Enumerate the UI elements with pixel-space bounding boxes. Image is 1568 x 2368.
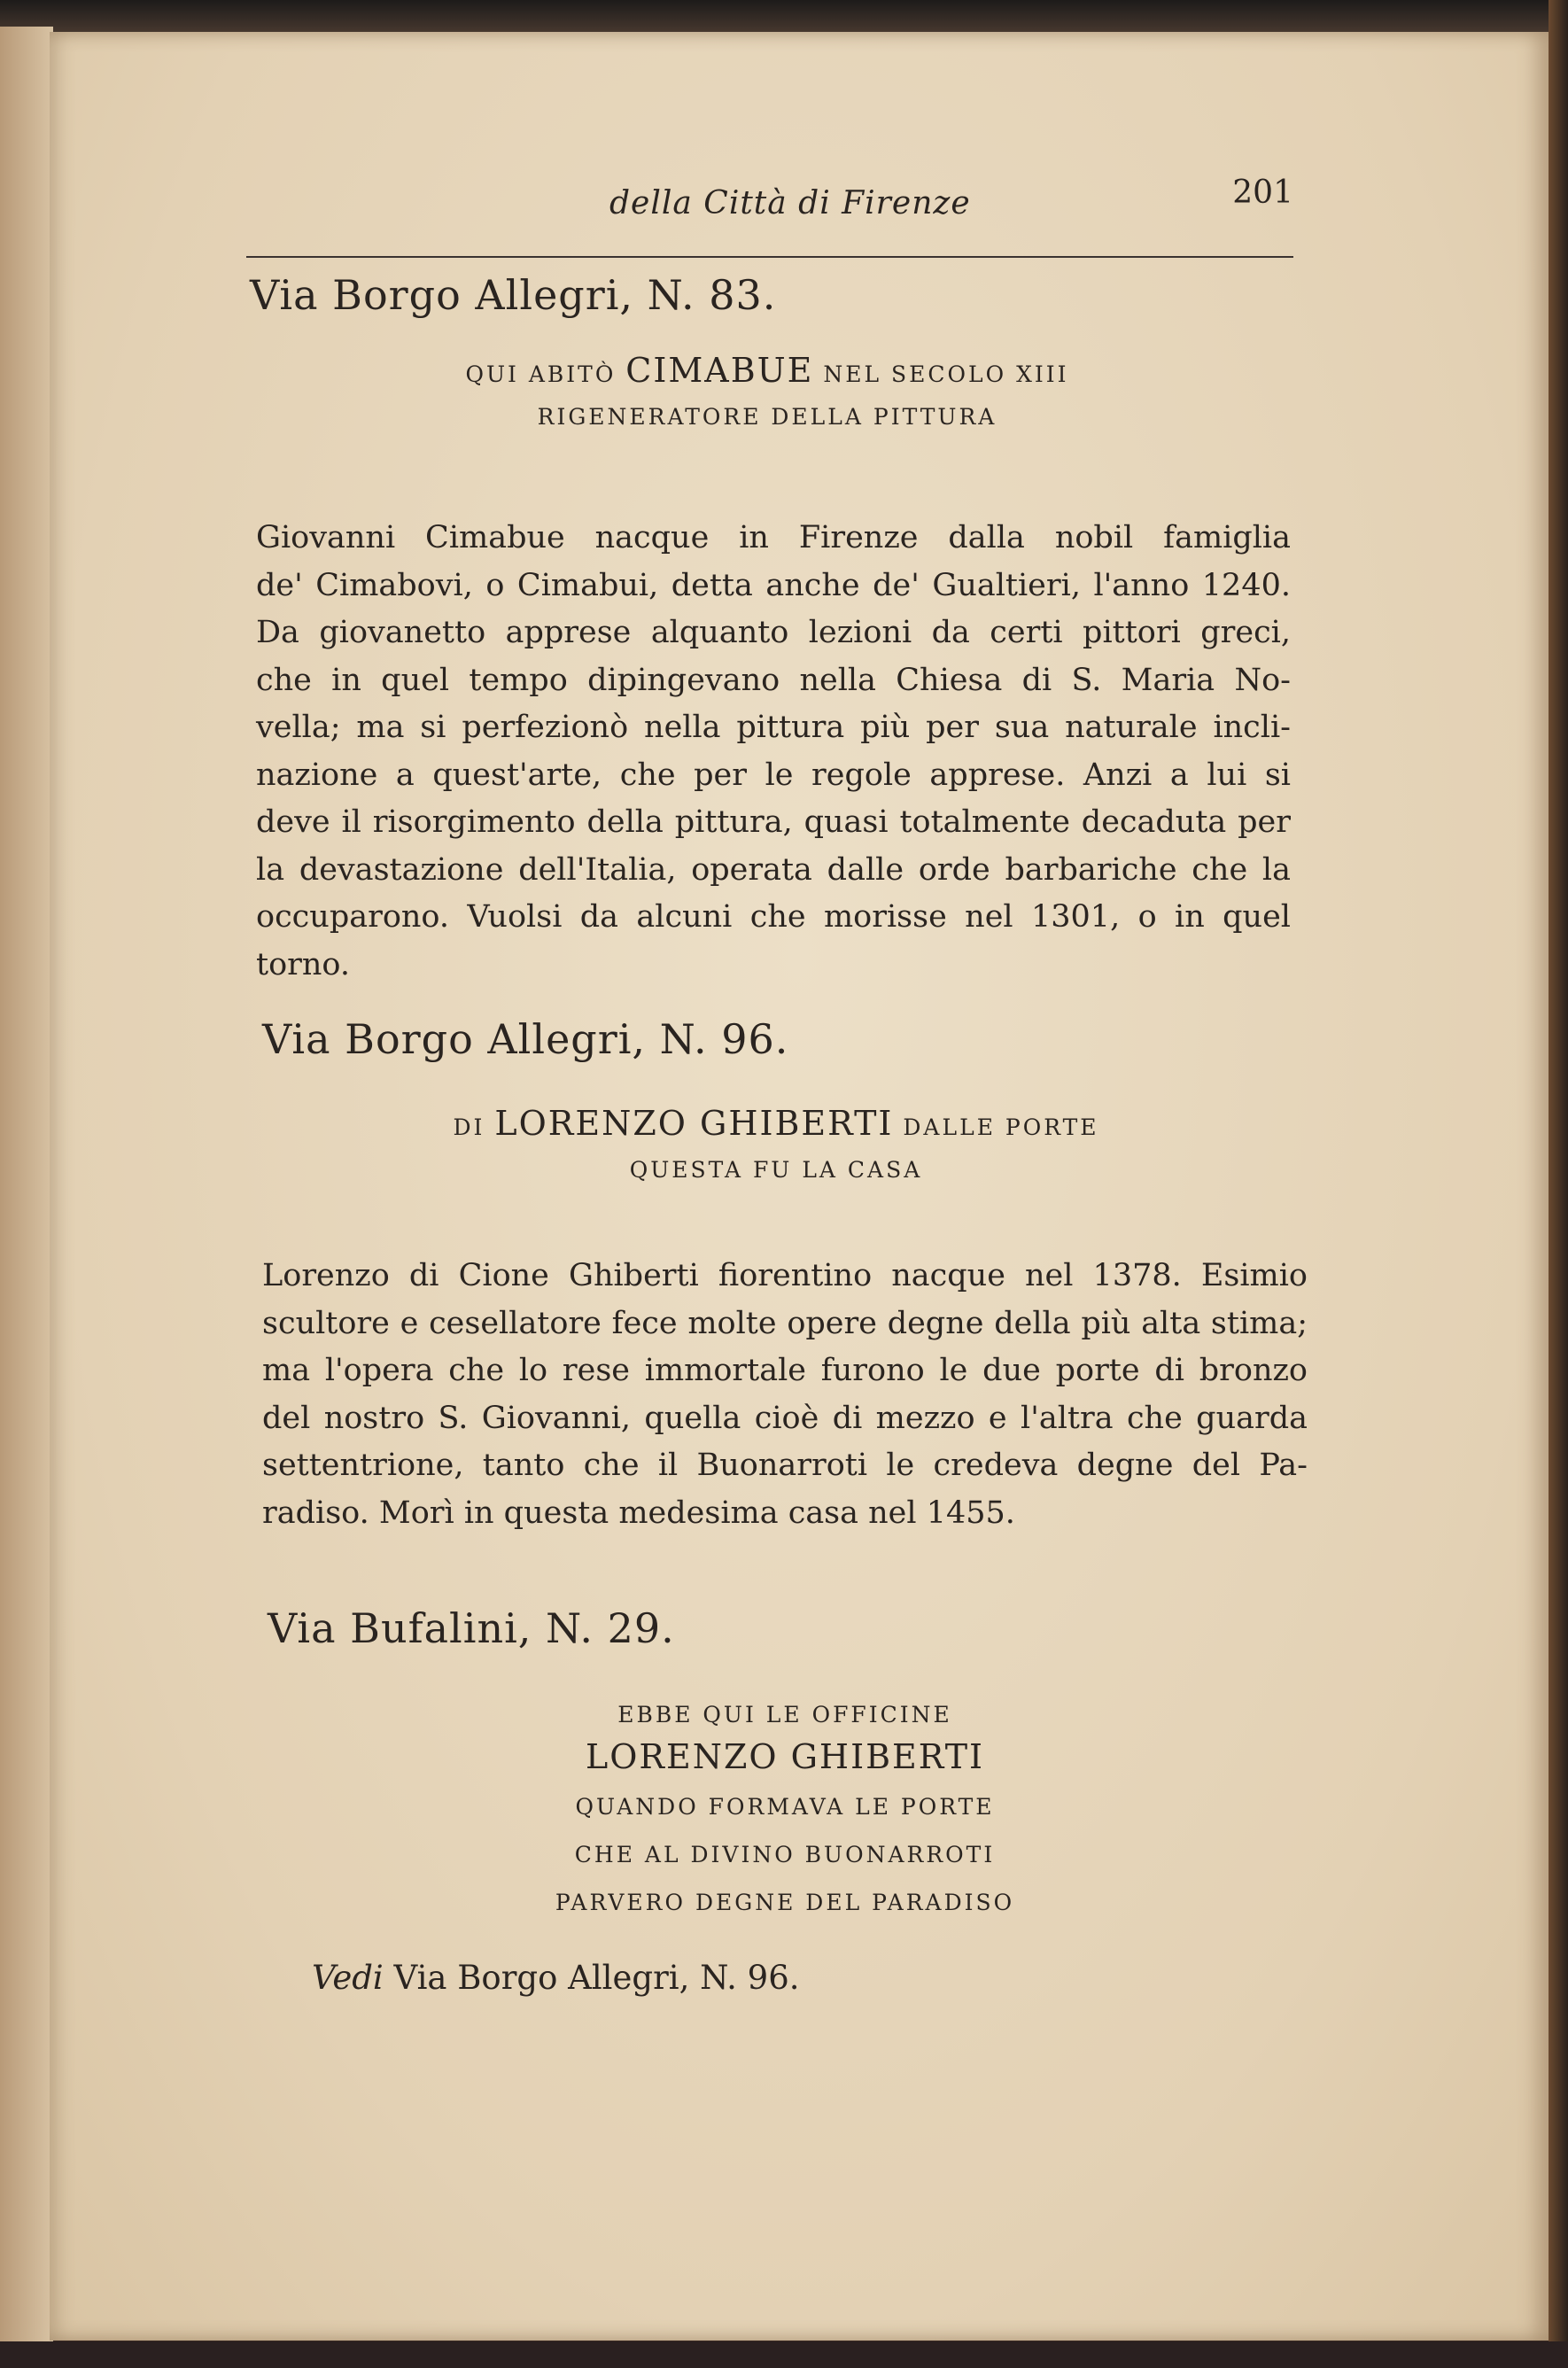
text-line: torno. [256,946,350,982]
book-top-edge [0,0,1568,35]
see-also-target: Via Borgo Allegri, N. 96. [393,1959,800,1997]
inscription-line: CHE AL DIVINO BUONARROTI [574,1841,996,1867]
section-heading-1: Via Borgo Allegri, N. 83. [250,271,777,319]
inscription-line: EBBE QUI LE OFFICINE [617,1702,952,1727]
book-page [50,32,1549,2341]
text-line: che in quel tempo dipingevano nella Chiesa di S. Maria No- [256,662,1291,698]
inscription-name: LORENZO GHIBERTI [585,1737,985,1776]
inscription-text: QUI ABITÒ [465,361,617,387]
inscription-name: CIMABUE [625,351,814,390]
inscription-line: RIGENERATORE DELLA PITTURA [537,403,997,430]
header-rule [246,256,1293,258]
inscription-text: DALLE PORTE [903,1114,1099,1140]
running-title: della Città di Firenze [609,185,971,221]
inscription-name: LORENZO GHIBERTI [494,1104,894,1143]
inscription-2 [262,1104,1290,1184]
paragraph-ghiberti [262,1253,1308,1537]
text-line: scultore e cesellatore fece molte opere degne della più alta stima; [262,1305,1308,1341]
text-line: settentrione, tanto che il Buonarroti le credeva degne del Pa- [262,1448,1308,1483]
paragraph-cimabue [256,515,1291,989]
inscription-text: NEL SECOLO XIII [823,361,1069,387]
book-right-edge [1549,0,1568,2368]
page-number: 201 [1232,175,1293,211]
text-line: Lorenzo di Cione Ghiberti fiorentino nacque nel 1378. Esimio [262,1258,1308,1293]
inscription-3 [315,1702,1254,1916]
inscription-1 [245,351,1290,431]
text-line: occuparono. Vuolsi da alcuni che morisse nel 1301, o in quel [256,899,1291,935]
see-also-reference [312,1959,800,1997]
inscription-line: QUESTA FU LA CASA [629,1156,923,1183]
text-line: la devastazione dell'Italia, operata dalle orde barbariche che la [256,851,1291,888]
inscription-text: DI [453,1114,485,1140]
book-bottom-edge [0,2341,1568,2368]
text-line: vella; ma si perfezionò nella pittura più per sua naturale incli- [256,710,1291,745]
inscription-line: PARVERO DEGNE DEL PARADISO [555,1889,1015,1915]
section-heading-2: Via Borgo Allegri, N. 96. [262,1015,789,1063]
text-line: Da giovanetto apprese alquanto lezioni da certi pittori greci, [256,615,1291,650]
section-heading-3: Via Bufalini, N. 29. [268,1604,675,1652]
inscription-line: QUANDO FORMAVA LE PORTE [575,1793,995,1820]
text-line: de' Cimabovi, o Cimabui, detta anche de' Gualtieri, l'anno 1240. [256,567,1291,603]
text-line: deve il risorgimento della pittura, quasi totalmente decaduta per [256,804,1291,840]
text-line: Giovanni Cimabue nacque in Firenze dalla nobil famiglia [256,520,1291,555]
text-line: ma l'opera che lo rese immortale furono le due porte di bronzo [262,1353,1308,1388]
page-header [246,169,1293,249]
text-line: nazione a quest'arte, che per le regole apprese. Anzi a lui si [256,757,1291,793]
text-line: del nostro S. Giovanni, quella cioè di mezzo e l'altra che guarda [262,1400,1308,1436]
inscription-line [245,351,1290,392]
see-also-label: Vedi [312,1959,384,1997]
text-line: radiso. Morì in questa medesima casa nel 1455. [262,1495,1015,1531]
inscription-line [262,1104,1290,1145]
book-gutter [0,27,53,2348]
